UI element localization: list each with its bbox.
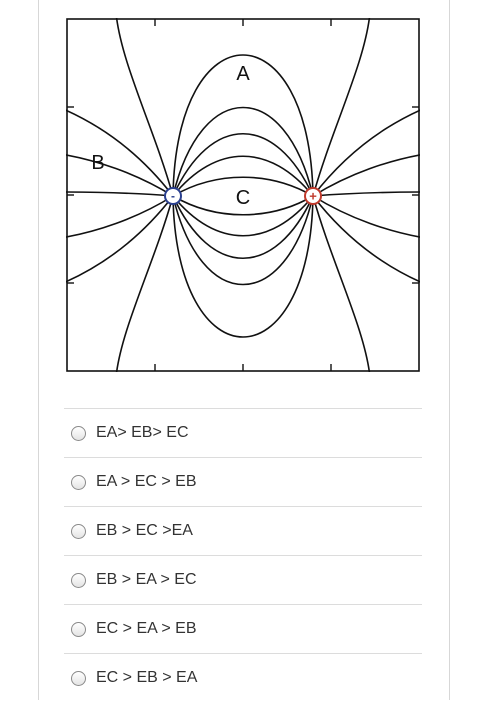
field-line: [313, 18, 370, 196]
option-label: EA> EB> EC: [96, 424, 189, 441]
answer-option[interactable]: [64, 506, 422, 555]
field-line: [313, 154, 420, 196]
frame-border-right: [449, 0, 450, 700]
field-line: [313, 108, 420, 196]
field-line: [66, 108, 173, 196]
answer-option[interactable]: [64, 555, 422, 604]
field-line: [116, 18, 173, 196]
radio-button[interactable]: [71, 622, 86, 637]
radio-button[interactable]: [71, 426, 86, 441]
region-label-a: A: [236, 63, 250, 85]
field-line: [66, 196, 173, 238]
region-label-b: B: [91, 152, 105, 174]
field-line: [173, 108, 313, 197]
option-label: EB > EC >EA: [96, 522, 193, 539]
field-line: [66, 154, 173, 196]
option-label: EA > EC > EB: [96, 473, 197, 490]
field-line: [313, 192, 420, 196]
radio-button[interactable]: [71, 573, 86, 588]
negative-charge-symbol: -: [171, 189, 175, 203]
option-label: EB > EA > EC: [96, 571, 197, 588]
answer-options: [64, 408, 422, 702]
option-label: EC > EA > EB: [96, 620, 197, 637]
answer-option[interactable]: [64, 408, 422, 457]
positive-charge: [305, 188, 321, 204]
radio-button[interactable]: [71, 524, 86, 539]
dipole-field-diagram: [66, 18, 420, 372]
answer-option[interactable]: [64, 653, 422, 702]
answer-option[interactable]: [64, 604, 422, 653]
field-line: [66, 192, 173, 196]
region-label-c: C: [235, 187, 251, 209]
negative-charge: [165, 188, 181, 204]
frame-border-left: [38, 0, 39, 700]
positive-charge-symbol: +: [309, 188, 317, 204]
field-line: [66, 196, 173, 284]
field-line: [173, 196, 313, 285]
field-line: [313, 196, 420, 284]
answer-option[interactable]: [64, 457, 422, 506]
radio-button[interactable]: [71, 671, 86, 686]
field-line: [313, 196, 370, 372]
field-line: [116, 196, 173, 372]
field-line: [313, 196, 420, 238]
option-label: EC > EB > EA: [96, 669, 198, 686]
radio-button[interactable]: [71, 475, 86, 490]
